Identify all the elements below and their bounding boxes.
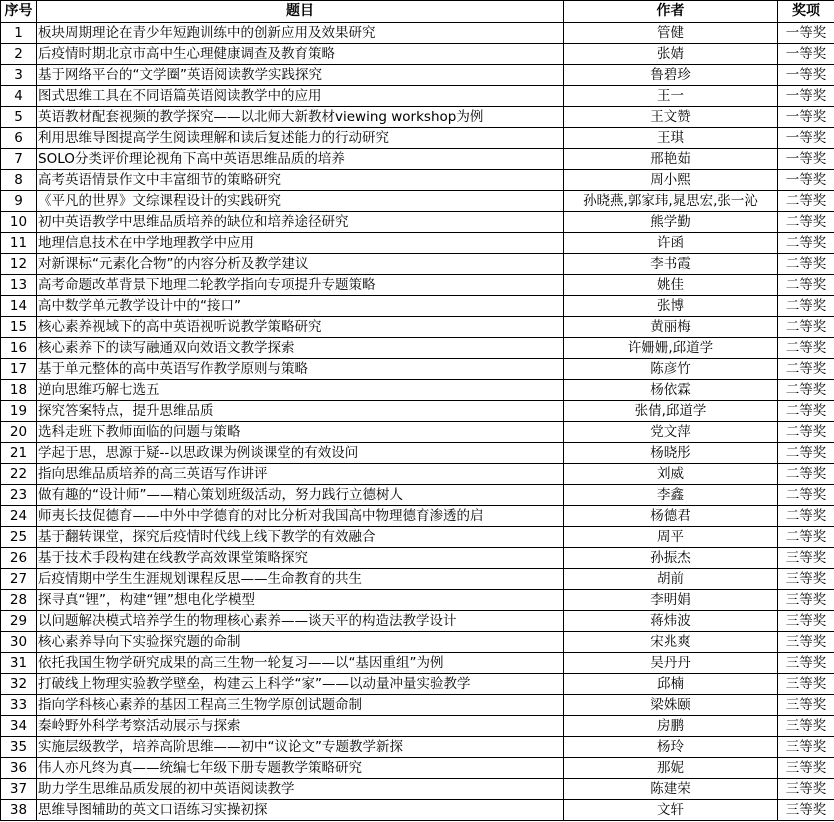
cell-author: 周小熙: [564, 170, 778, 191]
cell-award: 一等奖: [778, 149, 834, 170]
cell-title: 探寻真“锂”，构建“锂”想电化学模型: [37, 590, 564, 611]
cell-author: 孙晓燕,郭家玮,晁思宏,张一沁: [564, 191, 778, 212]
cell-title: 师夷长技促德育——中外中学德育的对比分析对我国高中物理德育渗透的启: [37, 506, 564, 527]
cell-author: 姚佳: [564, 275, 778, 296]
table-row: [1, 86, 834, 107]
cell-author: 宋兆爽: [564, 632, 778, 653]
cell-no: 38: [1, 800, 37, 821]
table-row: [1, 464, 834, 485]
table-row: [1, 527, 834, 548]
cell-no: 34: [1, 716, 37, 737]
cell-title: 高考命题改革背景下地理二轮教学指向专项提升专题策略: [37, 275, 564, 296]
cell-award: 三等奖: [778, 548, 834, 569]
cell-award: 三等奖: [778, 590, 834, 611]
table-row: [1, 23, 834, 44]
cell-title: 学起于思，思源于疑--以思政课为例谈课堂的有效设问: [37, 443, 564, 464]
table-row: [1, 569, 834, 590]
cell-award: 三等奖: [778, 800, 834, 821]
table-row: [1, 359, 834, 380]
cell-title: 对新课标“元素化合物”的内容分析及教学建议: [37, 254, 564, 275]
cell-author: 孙振杰: [564, 548, 778, 569]
table-row: [1, 44, 834, 65]
cell-author: 陈彦竹: [564, 359, 778, 380]
cell-title: 高考英语情景作文中丰富细节的策略研究: [37, 170, 564, 191]
cell-title: 做有趣的“设计师”——精心策划班级活动，努力践行立德树人: [37, 485, 564, 506]
cell-author: 管健: [564, 23, 778, 44]
table-row: [1, 779, 834, 800]
cell-author: 许姗姗,邱道学: [564, 338, 778, 359]
table-row: [1, 275, 834, 296]
cell-title: 打破线上物理实验教学壁垒，构建云上科学“家”——以动量冲量实验教学: [37, 674, 564, 695]
cell-title: 指向思维品质培养的高三英语写作讲评: [37, 464, 564, 485]
cell-award: 二等奖: [778, 296, 834, 317]
cell-award: 一等奖: [778, 107, 834, 128]
table-row: [1, 296, 834, 317]
cell-no: 16: [1, 338, 37, 359]
cell-title: 图式思维工具在不同语篇英语阅读教学中的应用: [37, 86, 564, 107]
cell-author: 梁姝颐: [564, 695, 778, 716]
cell-title: 伟人亦凡终为真——统编七年级下册专题教学策略研究: [37, 758, 564, 779]
cell-title: 板块周期理论在青少年短跑训练中的创新应用及效果研究: [37, 23, 564, 44]
cell-no: 11: [1, 233, 37, 254]
cell-author: 周平: [564, 527, 778, 548]
cell-award: 二等奖: [778, 380, 834, 401]
cell-no: 17: [1, 359, 37, 380]
cell-award: 二等奖: [778, 506, 834, 527]
cell-author: 熊学勤: [564, 212, 778, 233]
table-row: [1, 107, 834, 128]
cell-title: 探究答案特点，提升思维品质: [37, 401, 564, 422]
cell-award: 二等奖: [778, 443, 834, 464]
cell-title: 核心素养下的读写融通双向效语文教学探索: [37, 338, 564, 359]
cell-author: 许函: [564, 233, 778, 254]
cell-no: 8: [1, 170, 37, 191]
cell-award: 二等奖: [778, 254, 834, 275]
cell-no: 31: [1, 653, 37, 674]
cell-no: 13: [1, 275, 37, 296]
cell-title: 基于翻转课堂，探究后疫情时代线上线下教学的有效融合: [37, 527, 564, 548]
cell-award: 三等奖: [778, 569, 834, 590]
cell-no: 10: [1, 212, 37, 233]
cell-no: 1: [1, 23, 37, 44]
cell-award: 二等奖: [778, 191, 834, 212]
cell-no: 15: [1, 317, 37, 338]
cell-award: 一等奖: [778, 44, 834, 65]
table-row: [1, 233, 834, 254]
table-row: [1, 170, 834, 191]
table-row: [1, 149, 834, 170]
cell-award: 二等奖: [778, 401, 834, 422]
cell-award: 一等奖: [778, 170, 834, 191]
table-row: [1, 485, 834, 506]
cell-title: 利用思维导图提高学生阅读理解和读后复述能力的行动研究: [37, 128, 564, 149]
cell-award: 二等奖: [778, 338, 834, 359]
cell-no: 18: [1, 380, 37, 401]
cell-no: 3: [1, 65, 37, 86]
table-row: [1, 191, 834, 212]
header-title: 题目: [37, 1, 564, 23]
cell-no: 35: [1, 737, 37, 758]
cell-award: 二等奖: [778, 317, 834, 338]
cell-no: 27: [1, 569, 37, 590]
table-row: [1, 254, 834, 275]
cell-title: 指向学科核心素养的基因工程高三生物学原创试题命制: [37, 695, 564, 716]
cell-award: 三等奖: [778, 611, 834, 632]
cell-award: 三等奖: [778, 737, 834, 758]
cell-author: 王一: [564, 86, 778, 107]
cell-title: 实施层级教学，培养高阶思维——初中“议论文”专题教学新探: [37, 737, 564, 758]
table-row: [1, 422, 834, 443]
cell-no: 19: [1, 401, 37, 422]
cell-award: 二等奖: [778, 233, 834, 254]
table-row: [1, 338, 834, 359]
cell-author: 张婧: [564, 44, 778, 65]
table-row: [1, 317, 834, 338]
cell-award: 二等奖: [778, 464, 834, 485]
table-row: [1, 632, 834, 653]
cell-author: 李明娟: [564, 590, 778, 611]
cell-no: 23: [1, 485, 37, 506]
cell-no: 6: [1, 128, 37, 149]
cell-title: 核心素养视域下的高中英语视听说教学策略研究: [37, 317, 564, 338]
table-row: [1, 674, 834, 695]
cell-no: 21: [1, 443, 37, 464]
cell-author: 杨晓彤: [564, 443, 778, 464]
table-row: [1, 758, 834, 779]
table-row: [1, 653, 834, 674]
table-row: [1, 611, 834, 632]
cell-no: 26: [1, 548, 37, 569]
cell-no: 36: [1, 758, 37, 779]
header-award: 奖项: [778, 1, 834, 23]
cell-award: 一等奖: [778, 23, 834, 44]
cell-title: 依托我国生物学研究成果的高三生物一轮复习——以“基因重组”为例: [37, 653, 564, 674]
cell-award: 二等奖: [778, 422, 834, 443]
cell-no: 30: [1, 632, 37, 653]
table-row: [1, 506, 834, 527]
cell-author: 刘威: [564, 464, 778, 485]
header-author: 作者: [564, 1, 778, 23]
cell-author: 杨玲: [564, 737, 778, 758]
cell-author: 王文赞: [564, 107, 778, 128]
cell-author: 李书霞: [564, 254, 778, 275]
cell-award: 一等奖: [778, 65, 834, 86]
cell-award: 二等奖: [778, 485, 834, 506]
table-row: [1, 443, 834, 464]
cell-award: 二等奖: [778, 212, 834, 233]
cell-author: 陈建荣: [564, 779, 778, 800]
cell-author: 李鑫: [564, 485, 778, 506]
cell-author: 邢艳茹: [564, 149, 778, 170]
cell-award: 三等奖: [778, 653, 834, 674]
table-row: [1, 128, 834, 149]
cell-title: 秦岭野外科学考察活动展示与探索: [37, 716, 564, 737]
cell-title: 地理信息技术在中学地理教学中应用: [37, 233, 564, 254]
cell-title: 后疫情时期北京市高中生心理健康调查及教育策略: [37, 44, 564, 65]
cell-author: 张倩,邱道学: [564, 401, 778, 422]
cell-no: 32: [1, 674, 37, 695]
cell-title: 初中英语教学中思维品质培养的缺位和培养途径研究: [37, 212, 564, 233]
cell-no: 9: [1, 191, 37, 212]
cell-award: 二等奖: [778, 359, 834, 380]
cell-award: 三等奖: [778, 716, 834, 737]
cell-no: 7: [1, 149, 37, 170]
cell-award: 三等奖: [778, 695, 834, 716]
cell-no: 37: [1, 779, 37, 800]
cell-title: 基于网络平台的“文学圈”英语阅读教学实践探究: [37, 65, 564, 86]
cell-title: 英语教材配套视频的教学探究——以北师大新教材viewing workshop为例: [37, 107, 564, 128]
table-row: [1, 800, 834, 821]
cell-no: 14: [1, 296, 37, 317]
table-row: [1, 65, 834, 86]
cell-author: 张博: [564, 296, 778, 317]
cell-no: 12: [1, 254, 37, 275]
cell-author: 王琪: [564, 128, 778, 149]
cell-title: 后疫情期中学生生涯规划课程反思——生命教育的共生: [37, 569, 564, 590]
cell-title: 逆向思维巧解七选五: [37, 380, 564, 401]
cell-award: 三等奖: [778, 779, 834, 800]
cell-no: 29: [1, 611, 37, 632]
table-row: [1, 695, 834, 716]
table-row: [1, 401, 834, 422]
cell-no: 20: [1, 422, 37, 443]
cell-title: 助力学生思维品质发展的初中英语阅读教学: [37, 779, 564, 800]
cell-author: 吴丹丹: [564, 653, 778, 674]
cell-no: 33: [1, 695, 37, 716]
cell-title: 基于技术手段构建在线教学高效课堂策略探究: [37, 548, 564, 569]
table-row: [1, 737, 834, 758]
cell-title: 基于单元整体的高中英语写作教学原则与策略: [37, 359, 564, 380]
cell-title: 高中数学单元教学设计中的“接口”: [37, 296, 564, 317]
table-row: [1, 716, 834, 737]
table-row: [1, 380, 834, 401]
cell-no: 4: [1, 86, 37, 107]
cell-author: 党文萍: [564, 422, 778, 443]
cell-award: 三等奖: [778, 758, 834, 779]
header-row: [1, 1, 834, 23]
cell-author: 鲁碧珍: [564, 65, 778, 86]
table-row: [1, 590, 834, 611]
table-row: [1, 212, 834, 233]
cell-award: 一等奖: [778, 128, 834, 149]
cell-no: 24: [1, 506, 37, 527]
cell-author: 那妮: [564, 758, 778, 779]
table-row: [1, 548, 834, 569]
cell-author: 蒋炜波: [564, 611, 778, 632]
cell-author: 邱楠: [564, 674, 778, 695]
cell-no: 22: [1, 464, 37, 485]
cell-title: 选科走班下教师面临的问题与策略: [37, 422, 564, 443]
cell-author: 杨依霖: [564, 380, 778, 401]
cell-award: 三等奖: [778, 674, 834, 695]
cell-no: 25: [1, 527, 37, 548]
cell-no: 2: [1, 44, 37, 65]
cell-author: 杨德君: [564, 506, 778, 527]
cell-no: 28: [1, 590, 37, 611]
cell-title: SOLO分类评价理论视角下高中英语思维品质的培养: [37, 149, 564, 170]
cell-author: 胡前: [564, 569, 778, 590]
cell-award: 一等奖: [778, 86, 834, 107]
cell-award: 三等奖: [778, 632, 834, 653]
header-no: 序号: [1, 1, 37, 23]
cell-no: 5: [1, 107, 37, 128]
cell-award: 二等奖: [778, 275, 834, 296]
cell-title: 《平凡的世界》文综课程设计的实践研究: [37, 191, 564, 212]
cell-author: 文轩: [564, 800, 778, 821]
cell-title: 核心素养导向下实验探究题的命制: [37, 632, 564, 653]
cell-award: 二等奖: [778, 527, 834, 548]
cell-title: 思维导图辅助的英文口语练习实操初探: [37, 800, 564, 821]
cell-author: 黄丽梅: [564, 317, 778, 338]
cell-author: 房鹏: [564, 716, 778, 737]
cell-title: 以问题解决模式培养学生的物理核心素养——谈天平的构造法教学设计: [37, 611, 564, 632]
